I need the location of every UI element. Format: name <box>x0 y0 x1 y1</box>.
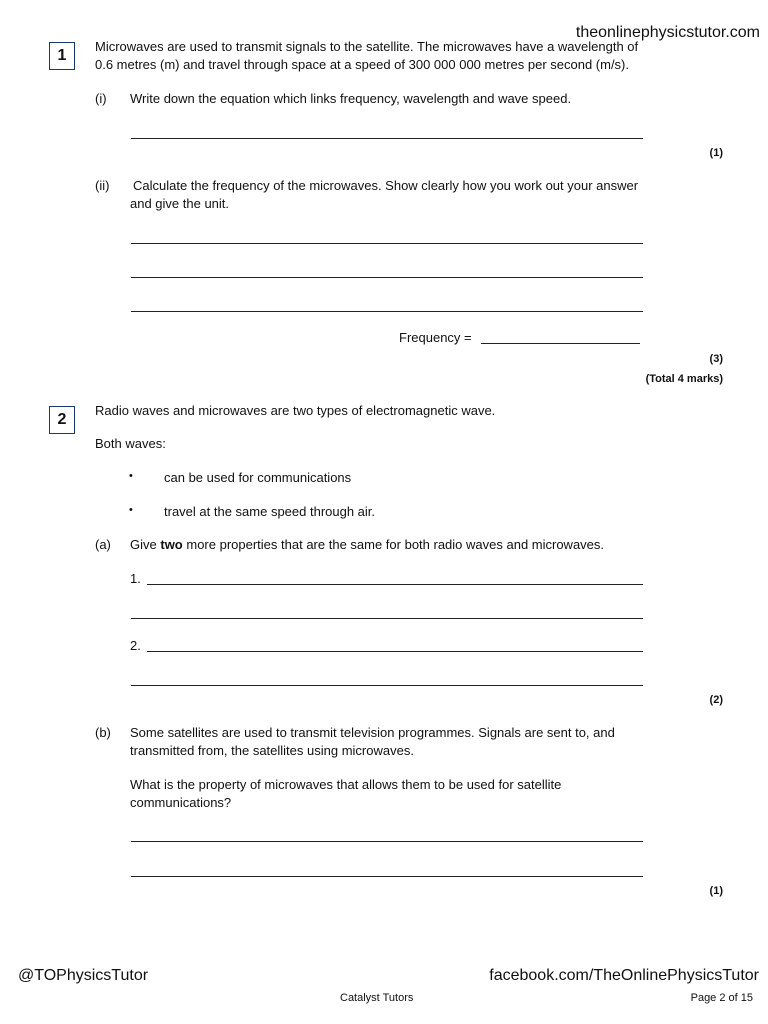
q2-bullet-1: can be used for communications <box>164 470 352 485</box>
answer-line[interactable] <box>147 651 643 652</box>
page-number: Page 2 of 15 <box>690 992 753 1004</box>
question-number-1: 1 <box>49 42 75 70</box>
answer-line[interactable] <box>131 243 643 244</box>
q2-part-b-text-line1: Some satellites are used to transmit television programmes. Signals are sent to, and <box>130 725 615 740</box>
marks-q2-a: (2) <box>709 694 723 706</box>
total-marks-q1: (Total 4 marks) <box>645 373 723 385</box>
q1-part-ii-text-line2: and give the unit. <box>130 196 230 211</box>
q2-item-2-label: 2. <box>130 638 141 653</box>
answer-line[interactable] <box>131 618 643 619</box>
q2-part-a-text-after: more properties that are the same for both radio waves and microwaves. <box>186 537 605 552</box>
facebook-link: facebook.com/TheOnlinePhysicsTutor <box>489 967 759 984</box>
frequency-answer-line[interactable] <box>481 343 640 344</box>
q2-part-b-text-line2: transmitted from, the satellites using microwaves. <box>130 743 414 758</box>
site-url: theonlinephysicstutor.com <box>575 24 760 41</box>
answer-line[interactable] <box>147 584 643 585</box>
answer-line[interactable] <box>131 841 643 842</box>
q1-intro-line1: Microwaves are used to transmit signals to the satellite. The microwaves have a wavelength of <box>95 39 639 54</box>
q2-part-b-question-line2: communications? <box>130 795 232 810</box>
answer-line[interactable] <box>131 685 643 686</box>
q2-part-b-question-line1: What is the property of microwaves that allows them to be used for satellite <box>130 777 562 792</box>
frequency-label: Frequency = <box>399 330 472 345</box>
q2-part-a-text <box>130 536 604 554</box>
marks-q1-i: (1) <box>709 147 723 159</box>
q2-part-a-text-before: Give <box>130 537 157 552</box>
bullet-icon: • <box>129 504 133 516</box>
footer-center-text: Catalyst Tutors <box>340 992 414 1004</box>
q2-part-b-label: (b) <box>95 725 111 740</box>
q1-part-i-label: (i) <box>95 91 107 106</box>
answer-line[interactable] <box>131 277 643 278</box>
bullet-icon: • <box>129 470 133 482</box>
twitter-handle: @TOPhysicsTutor <box>18 967 149 984</box>
answer-line[interactable] <box>131 138 643 139</box>
q2-part-a-label: (a) <box>95 537 111 552</box>
marks-q1-ii: (3) <box>709 353 723 365</box>
q2-intro: Radio waves and microwaves are two types of electromagnetic wave. <box>95 403 496 418</box>
q2-both-waves: Both waves: <box>95 436 166 451</box>
q1-intro-line2: 0.6 metres (m) and travel through space at a speed of 300 000 000 metres per second (m/s). <box>95 57 630 72</box>
q2-part-a-text-bold: two <box>160 537 183 552</box>
marks-q2-b: (1) <box>709 885 723 897</box>
answer-line[interactable] <box>131 311 643 312</box>
q1-part-ii-text-line1: Calculate the frequency of the microwaves. Show clearly how you work out your answer <box>133 178 639 193</box>
q2-item-1-label: 1. <box>130 571 141 586</box>
question-number-2: 2 <box>49 406 75 434</box>
q1-part-i-text: Write down the equation which links frequency, wavelength and wave speed. <box>130 91 572 106</box>
q2-bullet-2: travel at the same speed through air. <box>164 504 376 519</box>
answer-line[interactable] <box>131 876 643 877</box>
q1-part-ii-label: (ii) <box>95 178 110 193</box>
